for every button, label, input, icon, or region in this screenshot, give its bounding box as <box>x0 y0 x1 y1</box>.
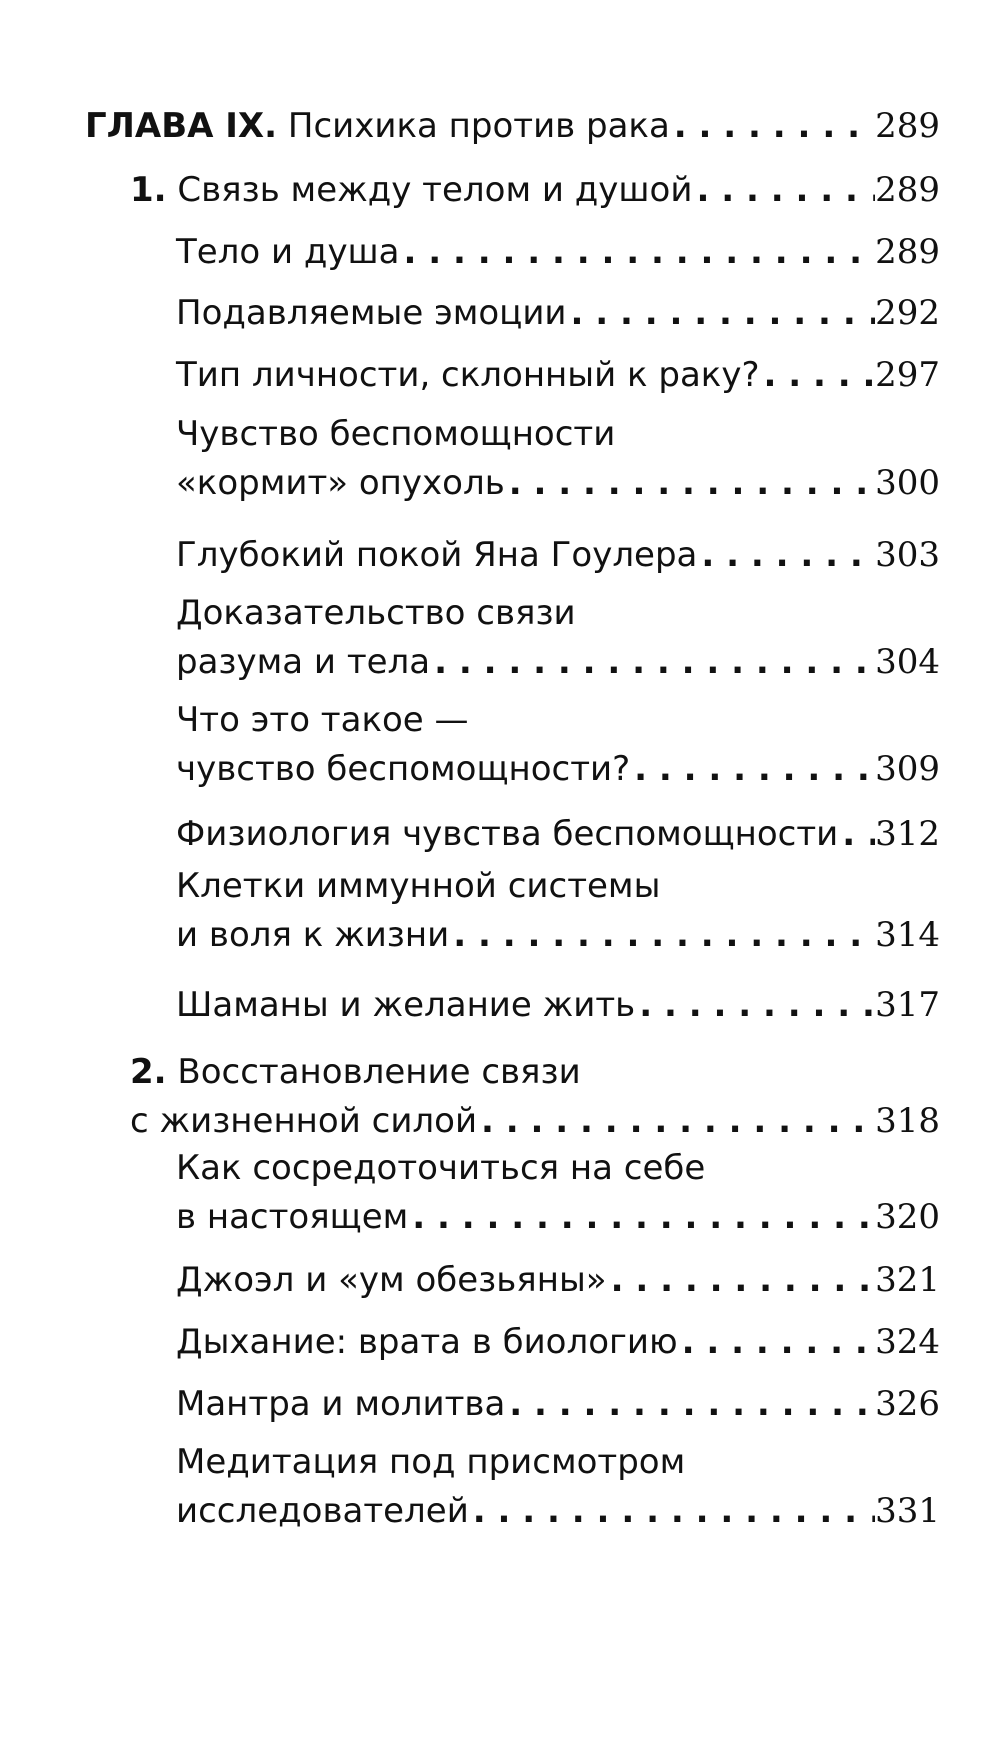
entry-title: Тело и душа <box>176 232 400 272</box>
dot-leader <box>449 915 875 955</box>
toc-entry <box>176 535 940 579</box>
dot-leader <box>692 170 875 210</box>
toc-entry <box>176 1260 940 1304</box>
dot-leader <box>678 1322 875 1362</box>
page-number: 289 <box>875 232 940 272</box>
section-title-line1: Восстановление связи <box>177 1052 581 1092</box>
page-number: 297 <box>875 355 940 395</box>
toc-section-line <box>130 170 940 214</box>
toc-entry <box>176 985 940 1029</box>
dot-leader <box>430 642 875 682</box>
entry-title-line1: Что это такое — <box>176 700 469 740</box>
entry-title-line2: разума и тела <box>176 642 431 682</box>
page-number: 300 <box>875 463 940 503</box>
page-number: 318 <box>875 1101 940 1141</box>
page-number: 324 <box>875 1322 940 1362</box>
page-number: 312 <box>875 814 940 854</box>
dot-leader <box>760 355 876 395</box>
page-number: 309 <box>875 749 940 789</box>
chapter-label: ГЛАВА IX. <box>85 106 278 146</box>
entry-title: Джоэл и «ум обезьяны» <box>176 1260 607 1300</box>
entry-title-line1: Чувство беспомощности <box>176 414 616 454</box>
entry-title: Глубокий покой Яна Гоулера <box>176 535 698 575</box>
section-heading-line1 <box>130 1052 581 1092</box>
toc-entry <box>176 1197 940 1241</box>
section-title-line2: с жизненной силой <box>130 1101 478 1141</box>
entry-title: Мантра и молитва <box>176 1384 506 1424</box>
entry-title-line2: «кормит» опухоль <box>176 463 505 503</box>
dot-leader <box>505 1384 875 1424</box>
dot-leader <box>567 293 876 333</box>
page-number: 292 <box>875 293 940 333</box>
entry-title: Шаманы и желание жить <box>176 985 636 1025</box>
page-number: 321 <box>875 1260 940 1300</box>
dot-leader <box>670 106 875 146</box>
dot-leader <box>400 232 876 272</box>
page-number: 331 <box>875 1491 940 1531</box>
toc-entry <box>176 749 940 793</box>
entry-title-line1: Медитация под присмотром <box>176 1442 686 1482</box>
section-number: 2. <box>130 1052 167 1092</box>
toc-entry <box>176 1491 940 1535</box>
entry-title-line1: Как сосредоточиться на себе <box>176 1148 706 1188</box>
toc-entry <box>176 642 940 686</box>
entry-title-line2: чувство беспомощности? <box>176 749 631 789</box>
toc-entry <box>176 293 940 337</box>
toc-entry <box>176 463 940 507</box>
dot-leader <box>697 535 875 575</box>
entry-title-line2: и воля к жизни <box>176 915 450 955</box>
page-number: 303 <box>875 535 940 575</box>
toc-entry <box>176 1384 940 1428</box>
toc-entry <box>176 1322 940 1366</box>
section-title: Связь между телом и душой <box>177 170 693 210</box>
page-number: 289 <box>875 106 940 146</box>
dot-leader <box>607 1260 875 1300</box>
entry-title-line2: исследователей <box>176 1491 469 1531</box>
dot-leader <box>630 749 875 789</box>
toc-entry <box>176 814 940 858</box>
entry-title: Физиология чувства беспомощности <box>176 814 839 854</box>
toc-entry <box>176 232 940 276</box>
entry-title-line1: Доказательство связи <box>176 593 576 633</box>
dot-leader <box>469 1491 875 1531</box>
entry-title: Дыхание: врата в биологию <box>176 1322 678 1362</box>
page-number: 304 <box>875 642 940 682</box>
chapter-title: Психика против рака <box>287 106 670 146</box>
entry-title-line2: в настоящем <box>176 1197 409 1237</box>
toc-section-line <box>130 1101 940 1145</box>
entry-title: Подавляемые эмоции <box>176 293 567 333</box>
toc-entry <box>176 915 940 959</box>
section-number: 1. <box>130 170 167 210</box>
entry-title-line1: Клетки иммунной системы <box>176 866 661 906</box>
dot-leader <box>505 463 875 503</box>
dot-leader <box>408 1197 875 1237</box>
dot-leader <box>477 1101 875 1141</box>
toc-entry <box>176 355 940 399</box>
page-number: 289 <box>875 170 940 210</box>
dot-leader <box>838 814 875 854</box>
page-number: 317 <box>875 985 940 1025</box>
page-number: 314 <box>875 915 940 955</box>
entry-title: Тип личности, склонный к раку? <box>176 355 760 395</box>
page-number: 326 <box>875 1384 940 1424</box>
page-number: 320 <box>875 1197 940 1237</box>
toc-chapter-line <box>85 106 940 150</box>
dot-leader <box>635 985 875 1025</box>
